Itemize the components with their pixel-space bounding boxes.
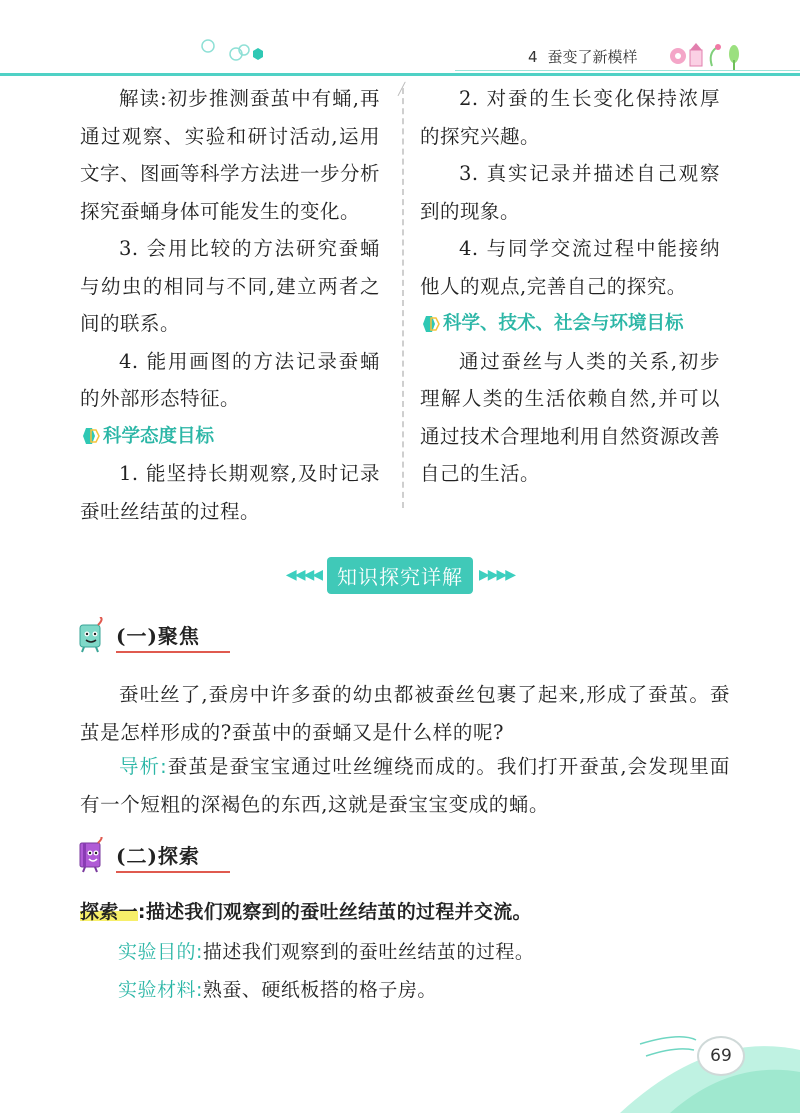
page-wave-decoration bbox=[560, 1010, 800, 1117]
left-paragraph-1: 解读:初步推测蚕茧中有蛹,再通过观察、实验和研讨活动,运用文字、图画等科学方法进一步分析探究蚕蛹身体可能发生的变化。 bbox=[80, 87, 381, 223]
purpose-label: 实验目的: bbox=[118, 941, 203, 963]
experiment-purpose bbox=[118, 937, 534, 964]
analysis-label: 导析: bbox=[119, 755, 168, 778]
right-paragraph-2: 3. 真实记录并描述自己观察到的现象。 bbox=[420, 162, 720, 223]
chapter-number: 4 bbox=[528, 48, 538, 66]
hexagon-icon bbox=[80, 427, 100, 445]
knowledge-banner bbox=[262, 555, 538, 595]
chapter-label bbox=[528, 46, 638, 67]
cartoon-mascot-icon bbox=[74, 617, 108, 653]
science-attitude-heading-text: 科学态度目标 bbox=[103, 425, 215, 447]
section-explore-title: (二)探索 bbox=[116, 840, 230, 873]
probe-one bbox=[80, 897, 532, 924]
analysis-text: 蚕茧是蚕宝宝通过吐丝缠绕而成的。我们打开蚕茧,会发现里面有一个短粗的深褐色的东西,这就是蚕宝宝变成的蛹。 bbox=[80, 755, 730, 816]
focus-paragraph: 蚕吐丝了,蚕房中许多蚕的幼虫都被蚕丝包裹了起来,形成了蚕茧。蚕茧是怎样形成的?蚕茧中的蚕蛹又是什么样的呢? bbox=[80, 683, 730, 744]
banner-left-arrows: ◀◀◀◀ bbox=[285, 567, 321, 583]
probe-text: 描述我们观察到的蚕吐丝结茧的过程并交流。 bbox=[145, 901, 532, 923]
right-paragraph-1: 2. 对蚕的生长变化保持浓厚的探究兴趣。 bbox=[420, 87, 720, 148]
cartoon-book-mascot-icon bbox=[74, 837, 108, 873]
left-paragraph-3: 4. 能用画图的方法记录蚕蛹的外部形态特征。 bbox=[80, 349, 380, 410]
header-cartoon-icon bbox=[668, 38, 748, 76]
materials-text: 熟蚕、硬纸板搭的格子房。 bbox=[202, 979, 437, 1001]
science-attitude-heading bbox=[80, 418, 380, 456]
left-paragraph-4: 1. 能坚持长期观察,及时记录蚕吐丝结茧的过程。 bbox=[80, 462, 380, 523]
left-paragraph-2: 3. 会用比较的方法研究蚕蛹与幼虫的相同与不同,建立两者之间的联系。 bbox=[80, 237, 380, 335]
right-paragraph-3: 4. 与同学交流过程中能接纳他人的观点,完善自己的探究。 bbox=[420, 237, 720, 298]
header-thin-line bbox=[455, 70, 800, 71]
hexagon-icon bbox=[420, 315, 440, 333]
materials-label: 实验材料: bbox=[118, 979, 203, 1001]
left-column bbox=[80, 80, 380, 530]
experiment-materials bbox=[118, 975, 437, 1002]
stse-heading-text: 科学、技术、社会与环境目标 bbox=[443, 313, 684, 334]
section-focus-title: (一)聚焦 bbox=[116, 620, 230, 653]
right-paragraph-4: 通过蚕丝与人类的关系,初步理解人类的生活依赖自然,并可以通过技术合理地利用自然资源改善自己的生活。 bbox=[420, 349, 721, 485]
analysis-block bbox=[80, 748, 730, 824]
right-column bbox=[420, 80, 720, 493]
purpose-text: 描述我们观察到的蚕吐丝结茧的过程。 bbox=[202, 941, 535, 963]
banner-right-arrows: ▶▶▶▶ bbox=[479, 567, 515, 583]
section-explore-heading bbox=[74, 837, 230, 873]
page-number: 69 bbox=[697, 1036, 745, 1076]
probe-label: 探索一 bbox=[80, 901, 138, 923]
divider-cap: ╱ bbox=[398, 82, 406, 96]
banner-title: 知识探究详解 bbox=[327, 557, 473, 594]
chapter-title: 蚕变了新模样 bbox=[547, 48, 638, 66]
analysis-paragraph bbox=[80, 748, 730, 824]
header-bubbles-decoration bbox=[200, 36, 270, 70]
stse-heading bbox=[420, 305, 720, 343]
section-focus-heading bbox=[74, 617, 230, 653]
focus-body bbox=[80, 676, 730, 752]
column-divider bbox=[402, 88, 404, 508]
probe-colon: : bbox=[137, 901, 146, 923]
